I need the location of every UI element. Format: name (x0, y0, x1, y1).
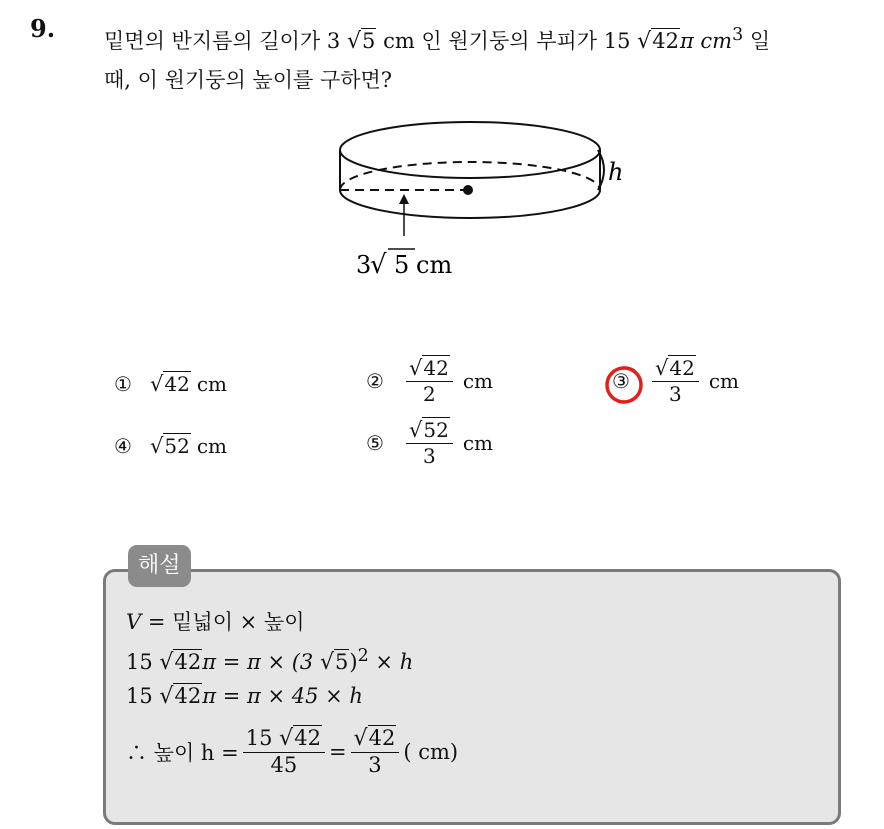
solution-line-1: V = 밑넓이 × 높이 (126, 610, 305, 634)
radius-sqrt-sign: √ (370, 250, 387, 280)
question-line1-post: π cm (679, 29, 733, 53)
solution-fraction-1: $\frac{15 √42}{45}$ (243, 726, 325, 779)
option-2[interactable] (362, 356, 493, 406)
option-3[interactable] (608, 356, 739, 406)
sqrt-5: √5 (346, 29, 376, 54)
radius-arrow-head (399, 194, 409, 204)
option-2-fraction: $\frac{√42}{2}$ (406, 356, 453, 406)
option-2-unit: cm (462, 369, 494, 394)
question-line2: 때, 이 원기둥의 높이를 구하면? (104, 68, 393, 92)
solution-line-4: ∴ 높이 h = $\frac{15 √42}{45}$ = $\frac{√42}{3}$ ( cm) (126, 726, 459, 778)
option-1-value: √42 (150, 372, 190, 396)
option-4-mark: ④ (114, 434, 132, 458)
option-1-mark: ① (114, 372, 132, 396)
option-4-value: √52 (150, 434, 190, 458)
option-4-unit: cm (196, 434, 228, 458)
option-5-unit: cm (462, 431, 494, 456)
solution-line-3: 15 √42π = π × 45 × h (126, 684, 363, 709)
height-label: h (608, 158, 624, 186)
option-5-mark: ⑤ (366, 431, 384, 456)
option-5[interactable] (362, 418, 493, 468)
radius-unit: cm (416, 251, 453, 279)
question-line1-mid: cm 인 원기둥의 부피가 15 (383, 29, 631, 53)
question-sup: 3 (732, 25, 744, 45)
radius-rad: 5 (394, 251, 410, 279)
radius-coef: 3 (356, 251, 372, 279)
option-3-unit: cm (708, 369, 740, 394)
question-line1-end: 일 (743, 29, 771, 53)
solution-line-2: 15 √42π = π × (3 √5)$^2$ × h (126, 646, 414, 675)
cylinder-figure (320, 110, 640, 295)
question-line1-pre: 밑면의 반지름의 길이가 3 (104, 29, 341, 53)
center-point (463, 185, 473, 195)
option-4[interactable] (110, 434, 227, 458)
solution-tag: 해설 (128, 545, 191, 587)
sqrt-42: √42 (637, 29, 679, 54)
option-1[interactable] (110, 372, 227, 396)
question-text (104, 16, 874, 99)
question-number: 9. (30, 14, 56, 43)
option-1-unit: cm (196, 372, 228, 396)
option-5-fraction: $\frac{√52}{3}$ (406, 418, 453, 468)
option-3-fraction: $\frac{√42}{3}$ (652, 356, 699, 406)
solution-fraction-2: $\frac{√42}{3}$ (351, 726, 400, 779)
option-2-mark: ② (366, 369, 384, 394)
option-3-mark: ③ (612, 369, 630, 394)
